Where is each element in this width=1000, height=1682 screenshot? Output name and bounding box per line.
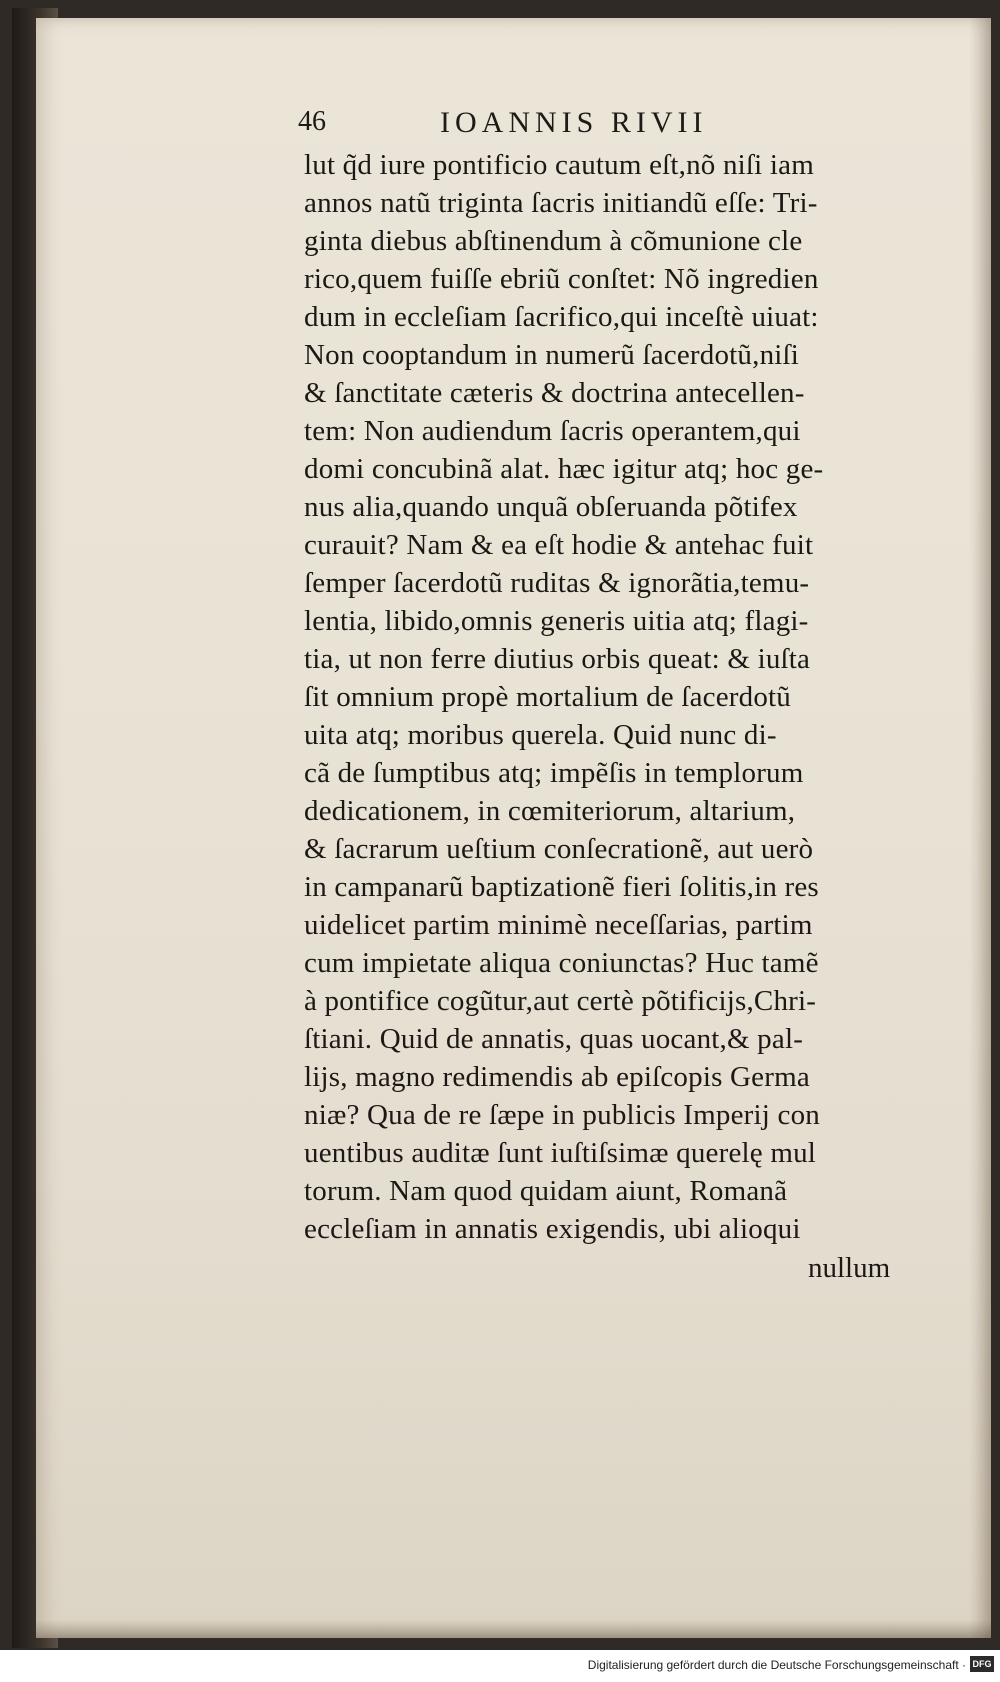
text-line: ſit omnium propè mortalium de ſacerdotũ: [304, 681, 791, 713]
digitization-credit: Digitalisierung gefördert durch die Deutsche Forschungsgemeinschaft ·: [587, 1658, 966, 1672]
text-line: dum in eccleſiam ſacrifico,qui inceſtè uiuat:: [304, 301, 819, 333]
text-line: uidelicet partim minimè neceſſarias, partim: [304, 909, 813, 941]
text-line: & ſanctitate cæteris & doctrina antecellen-: [304, 377, 805, 409]
text-line: lut q̃d iure pontificio cautum eſt,nõ niſi iam: [304, 149, 814, 181]
text-line: uita atq; moribus querela. Quid nunc di-: [304, 719, 777, 751]
running-title: IOANNIS RIVII: [440, 106, 708, 139]
text-line: tem: Non audiendum ſacris operantem,qui: [304, 415, 801, 447]
body-text: [304, 146, 918, 1248]
text-line: nus alia,quando unquã obſeruanda põtifex: [304, 491, 798, 523]
text-line: cã de ſumptibus atq; impẽſis in templorum: [304, 757, 804, 789]
text-line: lijs, magno redimendis ab epiſcopis Germa: [304, 1061, 810, 1093]
text-line: domi concubinã alat. hæc igitur atq; hoc ge-: [304, 453, 824, 485]
text-line: cum impietate aliqua coniunctas? Huc tamẽ: [304, 947, 819, 979]
text-line: torum. Nam quod quidam aiunt, Romanã: [304, 1175, 788, 1207]
text-line: rico,quem fuiſſe ebriũ conſtet: Nõ ingredien: [304, 263, 819, 295]
text-line: eccleſiam in annatis exigendis, ubi alioqui: [304, 1213, 801, 1245]
text-line: à pontifice cogũtur,aut certè põtificijs,Chri-: [304, 985, 817, 1017]
page-bottom-shadow: [36, 1620, 991, 1638]
text-line: ginta diebus abſtinendum à cõmunione cle: [304, 225, 803, 257]
dfg-logo: DFG: [970, 1656, 994, 1672]
text-line: uentibus auditæ ſunt iuſtiſsimæ querelę mul: [304, 1137, 817, 1169]
text-line: in campanarũ baptizationẽ fieri ſolitis,in res: [304, 871, 819, 903]
running-header: [298, 106, 858, 148]
text-line: & ſacrarum ueſtium conſecrationẽ, aut uerò: [304, 833, 814, 865]
text-line: tia, ut non ferre diutius orbis queat: & iuſta: [304, 643, 811, 675]
text-line: Non cooptandum in numerũ ſacerdotũ,niſi: [304, 339, 800, 371]
footer-bar: [0, 1650, 1000, 1682]
text-line: dedicationem, in cœmiteriorum, altarium,: [304, 795, 796, 827]
page-edge-shadow: [969, 18, 991, 1638]
text-line: annos natũ triginta ſacris initiandũ eſſe: Tri-: [304, 187, 818, 219]
catchword: nullum: [808, 1252, 891, 1284]
text-line: curauit? Nam & ea eſt hodie & antehac fuit: [304, 529, 814, 561]
text-line: lentia, libido,omnis generis uitia atq; flagi-: [304, 605, 809, 637]
text-line: ſtiani. Quid de annatis, quas uocant,& pal-: [304, 1023, 804, 1055]
text-line: niæ? Qua de re ſæpe in publicis Imperij con: [304, 1099, 820, 1131]
text-line: ſemper ſacerdotũ ruditas & ignorãtia,temu-: [304, 567, 810, 599]
page-number: 46: [298, 106, 326, 137]
